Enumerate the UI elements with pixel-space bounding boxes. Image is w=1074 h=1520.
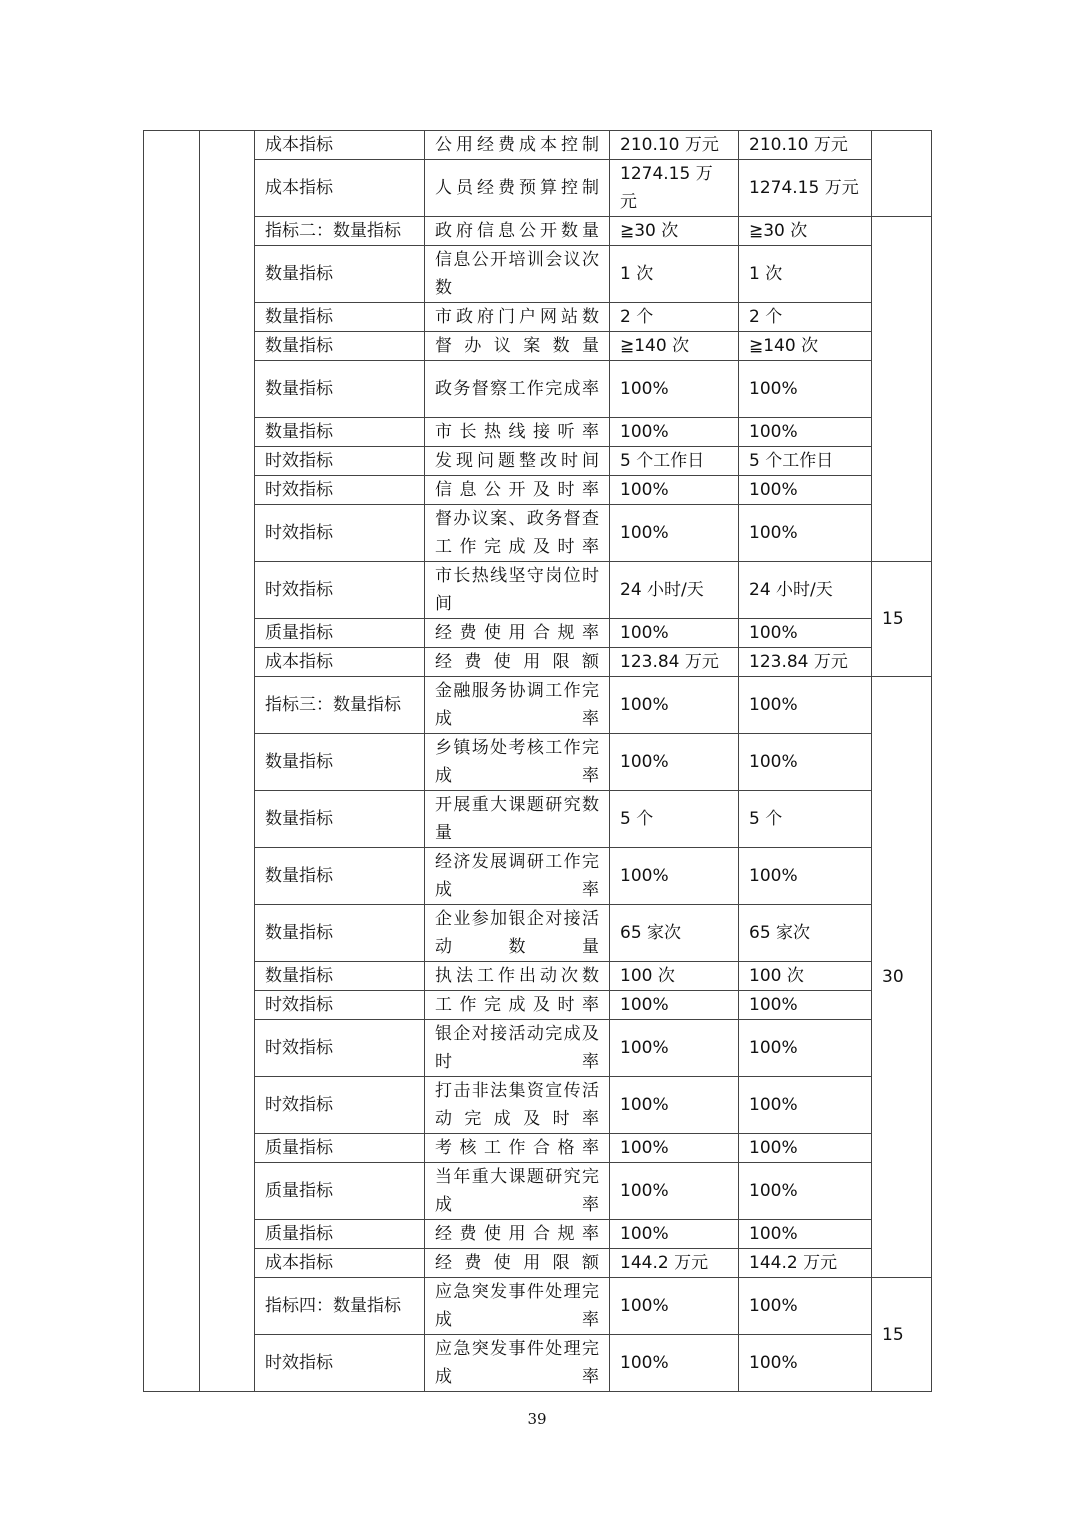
table-row [144, 962, 932, 991]
table-row [144, 505, 932, 562]
target-cell: 1274.15 万元 [610, 160, 739, 217]
actual-cell: 100 次 [739, 962, 872, 991]
table-row [144, 447, 932, 476]
target-cell: 210.10 万元 [610, 131, 739, 160]
category-cell: 数量指标 [255, 848, 425, 905]
actual-cell: ≧30 次 [739, 217, 872, 246]
indicator-cell: 企业参加银企对接活动数量 [425, 905, 610, 962]
actual-cell: 100% [739, 848, 872, 905]
indicator-cell: 应急突发事件处理完成率 [425, 1335, 610, 1392]
table-row [144, 332, 932, 361]
indicator-cell: 经费使用合规率 [425, 1220, 610, 1249]
category-cell: 时效指标 [255, 447, 425, 476]
target-cell: ≧140 次 [610, 332, 739, 361]
score-cell [872, 131, 932, 217]
table-row [144, 476, 932, 505]
table-row [144, 905, 932, 962]
actual-cell: 5 个工作日 [739, 447, 872, 476]
indicator-cell: 开展重大课题研究数量 [425, 791, 610, 848]
target-cell: 5 个 [610, 791, 739, 848]
table-row [144, 303, 932, 332]
indicator-cell: 人员经费预算控制 [425, 160, 610, 217]
table-row [144, 1278, 932, 1335]
category-cell: 质量指标 [255, 619, 425, 648]
score-cell: 15 [872, 1278, 932, 1392]
target-cell: 100% [610, 991, 739, 1020]
category-cell: 数量指标 [255, 418, 425, 447]
target-cell: 100% [610, 1134, 739, 1163]
actual-cell: 100% [739, 1163, 872, 1220]
category-cell: 成本指标 [255, 131, 425, 160]
target-cell: ≧30 次 [610, 217, 739, 246]
table-row [144, 648, 932, 677]
indicator-cell: 金融服务协调工作完成率 [425, 677, 610, 734]
category-cell: 时效指标 [255, 1335, 425, 1392]
target-cell: 100% [610, 677, 739, 734]
table-row [144, 1335, 932, 1392]
indicator-cell: 经费使用合规率 [425, 619, 610, 648]
target-cell: 100% [610, 1020, 739, 1077]
target-cell: 2 个 [610, 303, 739, 332]
target-cell: 100% [610, 505, 739, 562]
table-row [144, 619, 932, 648]
target-cell: 123.84 万元 [610, 648, 739, 677]
table-row [144, 131, 932, 160]
table-row [144, 1220, 932, 1249]
table-row [144, 562, 932, 619]
actual-cell: ≧140 次 [739, 332, 872, 361]
category-cell: 时效指标 [255, 1077, 425, 1134]
actual-cell: 24 小时/天 [739, 562, 872, 619]
category-cell: 时效指标 [255, 476, 425, 505]
table-row [144, 418, 932, 447]
indicator-cell: 督办议案数量 [425, 332, 610, 361]
table-row [144, 1134, 932, 1163]
table-row [144, 1163, 932, 1220]
indicator-cell: 政务督察工作完成率 [425, 361, 610, 418]
actual-cell: 100% [739, 1335, 872, 1392]
category-cell: 数量指标 [255, 303, 425, 332]
indicator-cell: 银企对接活动完成及时率 [425, 1020, 610, 1077]
target-cell: 100% [610, 1278, 739, 1335]
inner-label-cell [200, 131, 255, 1392]
indicator-cell: 市长热线接听率 [425, 418, 610, 447]
actual-cell: 1 次 [739, 246, 872, 303]
category-cell: 时效指标 [255, 991, 425, 1020]
target-cell: 5 个工作日 [610, 447, 739, 476]
actual-cell: 100% [739, 361, 872, 418]
indicator-cell: 考核工作合格率 [425, 1134, 610, 1163]
table-row [144, 677, 932, 734]
indicator-cell: 市政府门户网站数 [425, 303, 610, 332]
indicator-cell: 执法工作出动次数 [425, 962, 610, 991]
indicator-cell: 发现问题整改时间 [425, 447, 610, 476]
category-cell: 指标四：数量指标 [255, 1278, 425, 1335]
indicator-cell: 经费使用限额 [425, 1249, 610, 1278]
indicator-cell: 乡镇场处考核工作完成率 [425, 734, 610, 791]
target-cell: 100% [610, 476, 739, 505]
actual-cell: 100% [739, 418, 872, 447]
target-cell: 100% [610, 1163, 739, 1220]
indicator-cell: 当年重大课题研究完成率 [425, 1163, 610, 1220]
actual-cell: 100% [739, 1220, 872, 1249]
category-cell: 时效指标 [255, 1020, 425, 1077]
score-cell: 30 [872, 677, 932, 1278]
category-cell: 时效指标 [255, 562, 425, 619]
category-cell: 数量指标 [255, 361, 425, 418]
actual-cell: 100% [739, 677, 872, 734]
actual-cell: 2 个 [739, 303, 872, 332]
table-row [144, 160, 932, 217]
actual-cell: 144.2 万元 [739, 1249, 872, 1278]
category-cell: 质量指标 [255, 1163, 425, 1220]
target-cell: 1 次 [610, 246, 739, 303]
actual-cell: 5 个 [739, 791, 872, 848]
table-row [144, 991, 932, 1020]
category-cell: 数量指标 [255, 332, 425, 361]
category-cell: 质量指标 [255, 1134, 425, 1163]
indicator-cell: 经费使用限额 [425, 648, 610, 677]
table-row [144, 246, 932, 303]
actual-cell: 100% [739, 734, 872, 791]
category-cell: 指标二：数量指标 [255, 217, 425, 246]
actual-cell: 1274.15 万元 [739, 160, 872, 217]
category-cell: 数量指标 [255, 962, 425, 991]
category-cell: 成本指标 [255, 1249, 425, 1278]
indicator-cell: 督办议案、政务督查工作完成及时率 [425, 505, 610, 562]
actual-cell: 100% [739, 1278, 872, 1335]
indicator-cell: 信息公开培训会议次数 [425, 246, 610, 303]
actual-cell: 100% [739, 1020, 872, 1077]
target-cell: 144.2 万元 [610, 1249, 739, 1278]
actual-cell: 100% [739, 991, 872, 1020]
table-row [144, 734, 932, 791]
actual-cell: 65 家次 [739, 905, 872, 962]
indicator-cell: 政府信息公开数量 [425, 217, 610, 246]
actual-cell: 100% [739, 619, 872, 648]
table-row [144, 791, 932, 848]
indicator-cell: 工作完成及时率 [425, 991, 610, 1020]
actual-cell: 123.84 万元 [739, 648, 872, 677]
target-cell: 100% [610, 734, 739, 791]
target-cell: 100 次 [610, 962, 739, 991]
category-cell: 数量指标 [255, 791, 425, 848]
actual-cell: 100% [739, 476, 872, 505]
indicator-cell: 应急突发事件处理完成率 [425, 1278, 610, 1335]
table-row [144, 217, 932, 246]
target-cell: 100% [610, 619, 739, 648]
actual-cell: 100% [739, 1134, 872, 1163]
table-row [144, 1020, 932, 1077]
actual-cell: 100% [739, 505, 872, 562]
table-row [144, 1077, 932, 1134]
category-cell: 时效指标 [255, 505, 425, 562]
table-row [144, 1249, 932, 1278]
target-cell: 100% [610, 418, 739, 447]
score-cell: 15 [872, 562, 932, 677]
category-cell: 数量指标 [255, 246, 425, 303]
indicator-cell: 打击非法集资宣传活动完成及时率 [425, 1077, 610, 1134]
target-cell: 65 家次 [610, 905, 739, 962]
target-cell: 24 小时/天 [610, 562, 739, 619]
page-number: 39 [527, 1410, 547, 1428]
indicator-table [143, 130, 932, 1392]
category-cell: 成本指标 [255, 648, 425, 677]
category-cell: 指标三：数量指标 [255, 677, 425, 734]
actual-cell: 210.10 万元 [739, 131, 872, 160]
indicator-cell: 市长热线坚守岗位时间 [425, 562, 610, 619]
target-cell: 100% [610, 1335, 739, 1392]
target-cell: 100% [610, 361, 739, 418]
target-cell: 100% [610, 1077, 739, 1134]
indicator-cell: 公用经费成本控制 [425, 131, 610, 160]
category-cell: 质量指标 [255, 1220, 425, 1249]
category-cell: 成本指标 [255, 160, 425, 217]
table-row [144, 848, 932, 905]
table-row [144, 361, 932, 418]
score-cell [872, 217, 932, 562]
indicator-cell: 经济发展调研工作完成率 [425, 848, 610, 905]
actual-cell: 100% [739, 1077, 872, 1134]
category-cell: 数量指标 [255, 905, 425, 962]
target-cell: 100% [610, 1220, 739, 1249]
target-cell: 100% [610, 848, 739, 905]
category-cell: 数量指标 [255, 734, 425, 791]
indicator-cell: 信息公开及时率 [425, 476, 610, 505]
outer-label-cell [144, 131, 200, 1392]
